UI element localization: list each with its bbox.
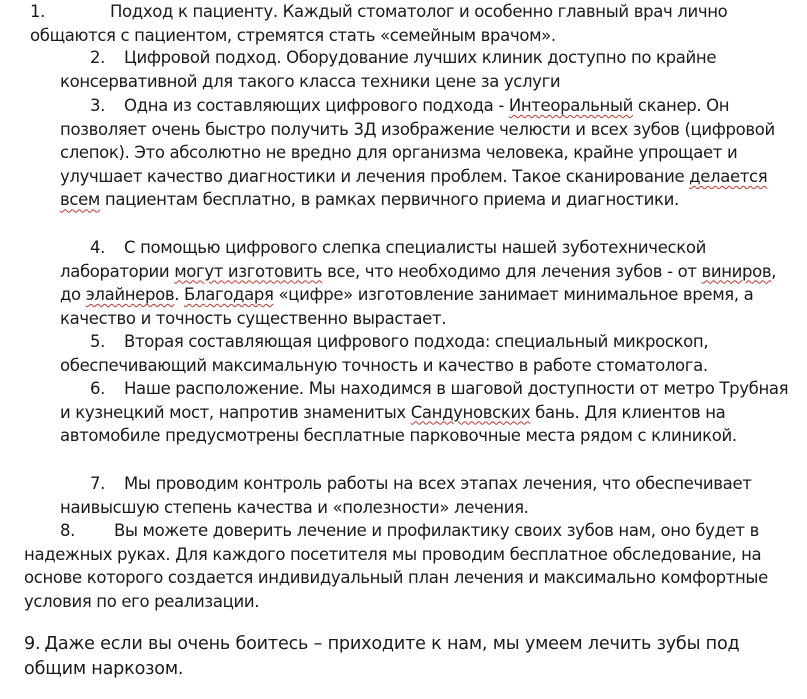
spellcheck-flagged-word: виниров: [701, 261, 772, 281]
list-item-6: [60, 377, 790, 448]
list-item-5: [60, 330, 790, 377]
list-item-1: [30, 0, 790, 47]
list-item-text: [60, 332, 708, 375]
text-run: Цифровой подход. Оборудование лучших клиник доступно по крайне консервативной для такого класса техники цене за услуги: [60, 48, 717, 91]
text-run: сканер. Он позволяет очень быстро получить 3Д изображение челюсти и всех зубов (цифровой слепок). Это абсолютно не вредно для организма человека, крайне упрощает и улучшает качество диагностики и лечения проблем. Такое сканирование: [60, 96, 775, 186]
text-run: Мы проводим контроль работы на всех этапах лечения, что обеспечивает наивысшую степень качества и «полезности» лечения.: [60, 474, 752, 517]
text-run: Подход к пациенту. Каждый стоматолог и особенно главный врач лично общаются с пациентом, стремятся стать «семейным врачом».: [30, 2, 728, 45]
text-run: Даже если вы очень боитесь – приходите к нам, мы умеем лечить зубы под общим наркозом.: [24, 634, 740, 679]
text-run: все, что необходимо для лечения зубов - от: [322, 261, 702, 281]
text-run: .: [174, 285, 185, 305]
list-item-text: [24, 634, 740, 679]
text-run: Вторая составляющая цифрового подхода: специальный микроскоп, обеспечивающий максимальную точность и качество в работе стоматолога.: [60, 332, 709, 375]
text-run: «цифре» изготовление занимает минимальное время, а качество и точность существенно вырастает.: [60, 285, 754, 328]
list-item-8: [24, 519, 794, 613]
list-number: 4.: [90, 238, 106, 257]
list-item-text: [30, 2, 727, 45]
spellcheck-flagged-word: могут изготовить: [174, 261, 323, 281]
spellcheck-flagged-word: Благодаря: [184, 285, 274, 305]
list-item-7: [60, 472, 790, 519]
list-item-text: [24, 521, 768, 611]
text-run: бань. Для клиентов на автомобиле предусмотрены бесплатные парковочные места рядом с клиникой.: [60, 402, 737, 446]
list-number: 5.: [90, 332, 106, 351]
list-item-text: [60, 48, 716, 91]
text-run: Наше расположение. Мы находимся в шаговой доступности от метро Трубная и кузнецкий мост, напротив знаменитых: [60, 379, 789, 422]
list-number: 3.: [90, 96, 106, 115]
list-item-text: [60, 474, 752, 517]
list-number: 9.: [24, 634, 41, 654]
list-number: 6.: [90, 379, 106, 398]
list-item-text: [60, 238, 776, 328]
list-number: 1.: [30, 2, 46, 21]
text-run: Вы можете доверить лечение и профилактику своих зубов нам, оно будет в надежных руках. Для каждого посетителя мы проводим бесплатное обследование, на основе которого создается индивидуальный план лечения и максимально комфортные условия по его реализации.: [24, 521, 768, 611]
list-item-text: [60, 379, 788, 445]
spellcheck-flagged-word: Интеоральный: [508, 96, 634, 115]
list-number: 7.: [90, 474, 106, 493]
spellcheck-flagged-word: Сандуновских: [410, 402, 531, 422]
list-number: 2.: [90, 48, 106, 67]
list-item-text: [60, 96, 775, 209]
text-run: , до: [60, 261, 777, 305]
list-number: 8.: [60, 521, 76, 540]
list-item-2: [60, 46, 790, 93]
list-item-9: [24, 632, 794, 682]
spellcheck-flagged-word: делается всем: [60, 166, 768, 210]
list-item-3: [60, 94, 795, 212]
spellcheck-flagged-word: элайнеров: [85, 285, 175, 305]
text-run: пациентам бесплатно, в рамках первичного приема и диагностики.: [100, 190, 679, 210]
text-run: С помощью цифрового слепка специалисты нашей зуботехнической лаборатории: [60, 238, 706, 281]
list-item-4: [60, 236, 790, 330]
text-run: Одна из составляющих цифрового подхода -: [124, 96, 509, 115]
